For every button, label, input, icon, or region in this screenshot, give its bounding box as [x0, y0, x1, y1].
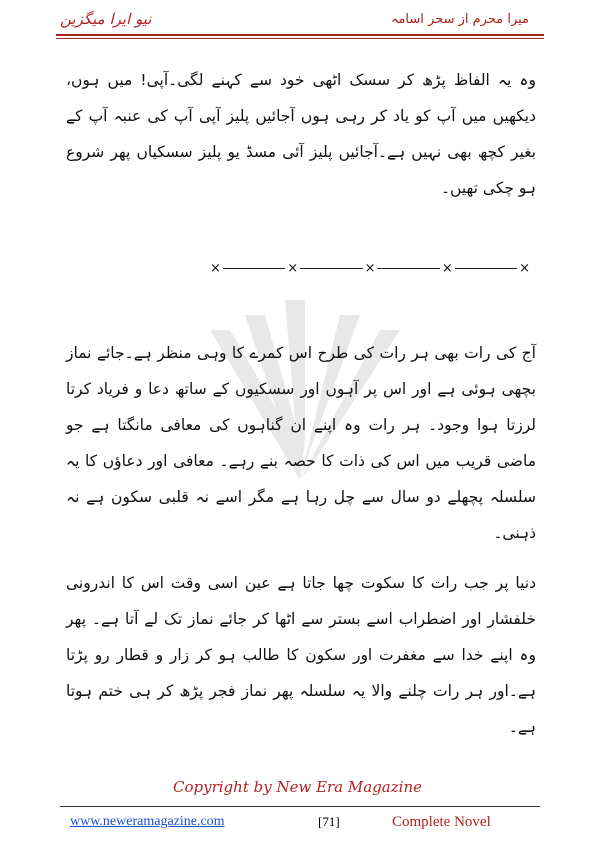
separator-mark: ×	[364, 260, 376, 276]
header-rule-thin	[56, 38, 544, 39]
magazine-title: نیو ایرا میگزین	[60, 10, 152, 28]
copyright-notice: Copyright by New Era Magazine	[173, 778, 422, 796]
header-rule-thick	[56, 34, 544, 36]
novel-title: میرا محرم از سحر اسامہ	[390, 12, 529, 27]
paragraph-2: آج کی رات بھی ہر رات کی طرح اس کمرے کا وہی منظر ہے۔جائے نماز بچھی ہوئی ہے اور اس پر آہوں اور سسکیوں کے ساتھ دعا و فریاد کرتا لرزتا ہوا وجود۔ ہر رات وہ اپنے ان گناہوں کی معافی مانگتا ہے جو ماضی قریب میں اس کی ذات کا حصہ بنے رہے۔ معافی اور دعاؤں کا یہ سلسلہ پچھلے دو سال سے چل رہا ہے مگر اسے نہ قلبی سکون ہے نہ ذہنی۔	[66, 344, 536, 542]
separator-mark: ×	[441, 260, 453, 276]
separator-mark: ×	[287, 260, 299, 276]
paragraph-1: وہ یہ الفاظ پڑھ کر سسک اٹھی خود سے کہنے لگی۔آپی! میں ہوں، دیکھیں میں آپ کو یاد کر رہی ہوں آجائیں پلیز آپی آپ کی عنبہ آپ کے بغیر کچھ بھی نہیں ہے۔آجائیں پلیز آئی مسڈ یو پلیز سسکیاں پھر شروع ہو چکی تھیں۔	[66, 71, 536, 197]
paragraph-3: دنیا پر جب رات کا سکوت چھا جاتا ہے عین اسی وقت اس کا اندرونی خلفشار اور اضطراب اسے بستر سے اٹھا کر جائے نماز تک لے آتا ہے۔ پھر وہ اپنے خدا سے مغفرت اور سکون کا طالب ہو کر زار و قطار رو پڑتا ہے۔اور ہر رات چلنے والا یہ سلسلہ پھر نماز فجر پڑھ کر ہی ختم ہوتا ہے۔	[66, 574, 536, 736]
page-number: [71]	[318, 814, 340, 829]
footer-label: Complete Novel	[392, 814, 491, 830]
separator-mark: ×	[210, 260, 221, 276]
page-footer	[0, 814, 595, 834]
separator-mark: ×	[519, 260, 531, 276]
footer-rule	[60, 806, 540, 807]
section-separator	[210, 256, 530, 280]
website-link[interactable]: www.neweramagazine.com	[70, 814, 225, 829]
